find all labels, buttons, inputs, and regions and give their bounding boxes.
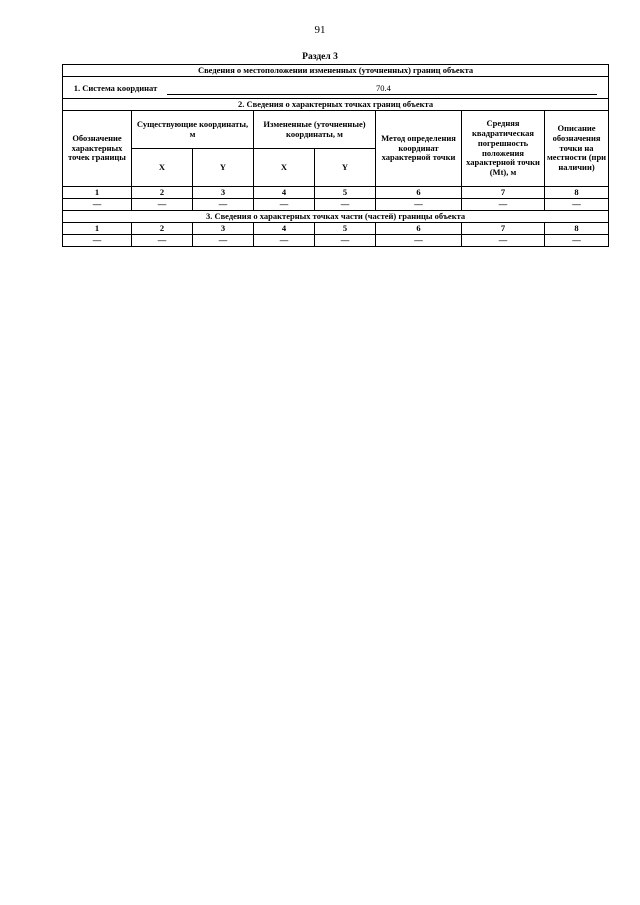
boundary-form-table — [62, 64, 609, 247]
table-cell: — — [462, 235, 545, 247]
column-number: 7 — [462, 223, 545, 235]
column-number: 2 — [132, 223, 193, 235]
header-changed-x: X — [254, 149, 315, 187]
table-cell: — — [462, 199, 545, 211]
header-designation: Обозначение характерных точек границы — [63, 111, 132, 187]
column-number: 8 — [545, 187, 609, 199]
parts-section-title: 3. Сведения о характерных точках части (частей) границы объекта — [63, 211, 609, 223]
table-cell: — — [545, 235, 609, 247]
table-cell: — — [132, 235, 193, 247]
table-row — [63, 235, 609, 247]
header-changed-coordinates: Измененные (уточненные) координаты, м — [254, 111, 376, 149]
points-column-numbers-row — [63, 187, 609, 199]
table-cell: — — [193, 235, 254, 247]
section-subtitle: Сведения о местоположении измененных (уточненных) границ объекта — [63, 65, 609, 77]
column-number: 4 — [254, 187, 315, 199]
column-number: 8 — [545, 223, 609, 235]
coordinate-system-row — [63, 77, 609, 99]
header-existing-coordinates: Существующие координаты, м — [132, 111, 254, 149]
column-number: 7 — [462, 187, 545, 199]
header-method: Метод определения координат характерной точки — [376, 111, 462, 187]
column-number: 4 — [254, 223, 315, 235]
column-number: 6 — [376, 223, 462, 235]
table-cell: — — [545, 199, 609, 211]
column-number: 5 — [315, 223, 376, 235]
coordinate-system-field[interactable]: 70.4 — [167, 84, 597, 95]
coordinate-system-label: 1. Система координат — [73, 82, 158, 93]
table-cell: — — [315, 235, 376, 247]
column-number: 5 — [315, 187, 376, 199]
table-row — [63, 199, 609, 211]
header-accuracy: Средняя квадратическая погрешность положения характерной точки (Mt), м — [462, 111, 545, 187]
column-number: 3 — [193, 223, 254, 235]
column-number: 1 — [63, 187, 132, 199]
column-number: 1 — [63, 223, 132, 235]
column-number: 2 — [132, 187, 193, 199]
column-number: 3 — [193, 187, 254, 199]
header-description: Описание обозначения точки на местности (при наличии) — [545, 111, 609, 187]
parts-column-numbers-row — [63, 223, 609, 235]
table-cell: — — [376, 235, 462, 247]
table-cell: — — [254, 235, 315, 247]
table-cell: — — [63, 235, 132, 247]
header-existing-x: X — [132, 149, 193, 187]
table-cell: — — [376, 199, 462, 211]
page-number: 91 — [314, 24, 326, 36]
table-cell: — — [315, 199, 376, 211]
header-changed-y: Y — [315, 149, 376, 187]
points-section-title: 2. Сведения о характерных точках границ объекта — [63, 99, 609, 111]
section-title: Раздел 3 — [302, 52, 338, 62]
table-cell: — — [254, 199, 315, 211]
header-existing-y: Y — [193, 149, 254, 187]
table-cell: — — [63, 199, 132, 211]
table-cell: — — [132, 199, 193, 211]
column-number: 6 — [376, 187, 462, 199]
table-cell: — — [193, 199, 254, 211]
